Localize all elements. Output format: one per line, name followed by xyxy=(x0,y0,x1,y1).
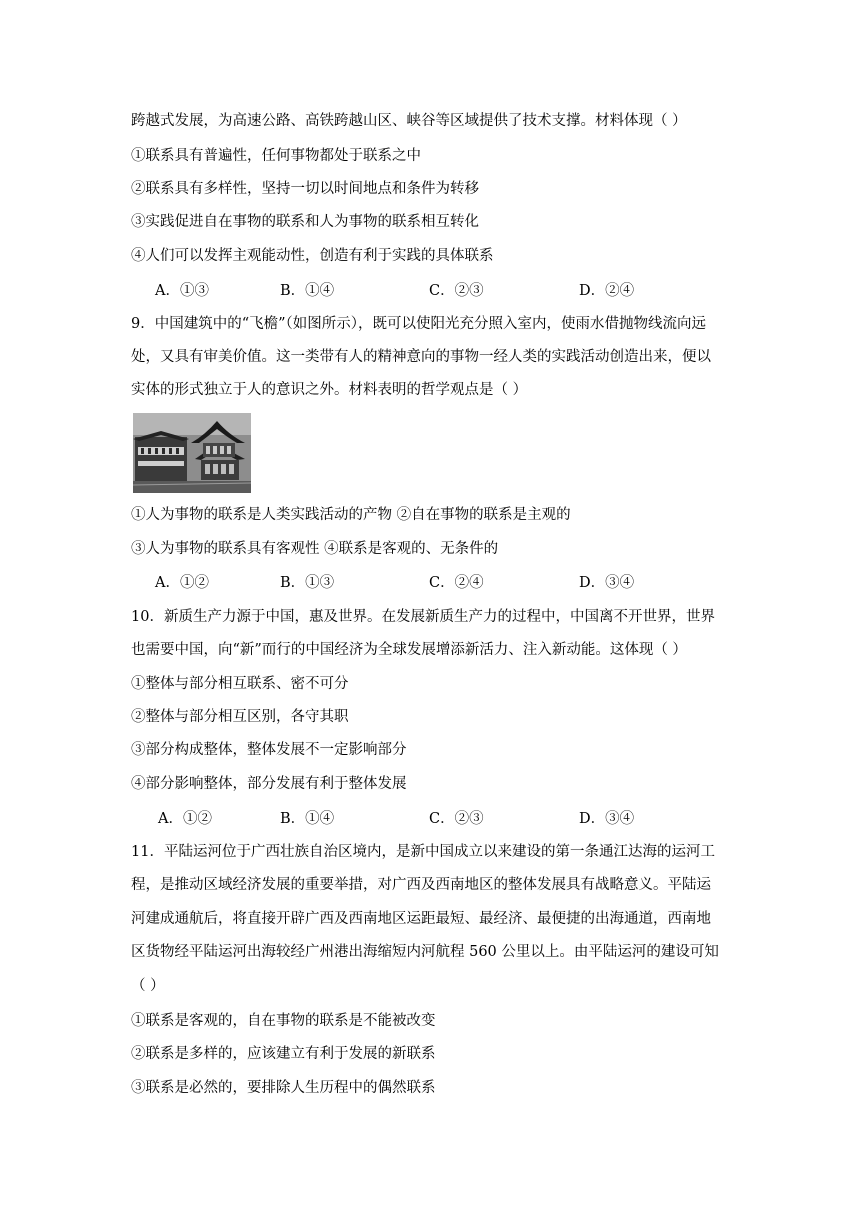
q8-stem-tail: 跨越式发展，为高速公路、高铁跨越山区、峡谷等区域提供了技术支撑。材料体现（ ） xyxy=(131,113,687,129)
q11-statement-3: ③联系是必然的，要排除人生历程中的偶然联系 xyxy=(131,1080,436,1096)
q8-options xyxy=(0,281,860,301)
q10-statement-3: ③部分构成整体，整体发展不一定影响部分 xyxy=(131,742,407,758)
q8-statement-2: ②联系具有多样性，坚持一切以时间地点和条件为转移 xyxy=(131,181,479,197)
q8-statement-3: ③实践促进自在事物的联系和人为事物的联系相互转化 xyxy=(131,214,479,230)
q11-stem-line-2: 程，是推动区域经济发展的重要举措，对广西及西南地区的整体发展具有战略意义。平陆运 xyxy=(131,877,711,893)
q8-option-d[interactable]: D．②④ xyxy=(579,283,635,299)
q9-options xyxy=(0,573,860,593)
q8-option-b[interactable]: B．①④ xyxy=(280,283,335,299)
q9-option-c[interactable]: C．②④ xyxy=(429,575,484,591)
q11-stem-line-3: 河建成通航后，将直接开辟广西及西南地区运距最短、最经济、最便捷的出海通道，西南地 xyxy=(131,911,711,927)
q10-stem-line-2: 也需要中国，向“新”而行的中国经济为全球发展增添新活力、注入新动能。这体现（ ） xyxy=(131,642,687,658)
q8-statement-4: ④人们可以发挥主观能动性，创造有利于实践的具体联系 xyxy=(131,248,494,264)
q11-stem-line-1: 11．平陆运河位于广西壮族自治区境内，是新中国成立以来建设的第一条通江达海的运河工 xyxy=(131,844,715,860)
q10-option-c[interactable]: C．②③ xyxy=(429,811,484,827)
q11-stem-line-4: 区货物经平陆运河出海较经广州港出海缩短内河航程 560 公里以上。由平陆运河的建设可知 xyxy=(131,944,719,960)
q9-statements-line-1: ①人为事物的联系是人类实践活动的产物 ②自在事物的联系是主观的 xyxy=(131,507,571,523)
q9-stem-line-3: 实体的形式独立于人的意识之外。材料表明的哲学观点是（ ） xyxy=(131,382,528,398)
q10-option-d[interactable]: D．③④ xyxy=(579,811,635,827)
flying-eaves-photo xyxy=(133,413,251,493)
q10-option-b[interactable]: B．①④ xyxy=(280,811,335,827)
q10-option-a[interactable]: A．①② xyxy=(158,811,212,827)
q10-stem-line-1: 10．新质生产力源于中国，惠及世界。在发展新质生产力的过程中，中国离不开世界，世界 xyxy=(131,609,715,625)
q9-stem-line-1: 9．中国建筑中的“飞檐”（如图所示），既可以使阳光充分照入室内，使雨水借抛物线流向远 xyxy=(131,316,707,332)
q11-statement-1: ①联系是客观的，自在事物的联系是不能被改变 xyxy=(131,1013,436,1029)
q9-option-a[interactable]: A．①② xyxy=(155,575,209,591)
q10-statement-4: ④部分影响整体，部分发展有利于整体发展 xyxy=(131,776,407,792)
q9-option-d[interactable]: D．③④ xyxy=(579,575,635,591)
q10-statement-2: ②整体与部分相互区别，各守其职 xyxy=(131,709,349,725)
q9-option-b[interactable]: B．①③ xyxy=(280,575,335,591)
q10-options xyxy=(0,809,860,829)
q9-statements-line-2: ③人为事物的联系具有客观性 ④联系是客观的、无条件的 xyxy=(131,541,499,557)
flying-eaves-image xyxy=(133,413,251,493)
q9-stem-line-2: 处，又具有审美价值。这一类带有人的精神意向的事物一经人类的实践活动创造出来，便以 xyxy=(131,349,711,365)
q10-statement-1: ①整体与部分相互联系、密不可分 xyxy=(131,676,349,692)
q11-stem-line-5: （ ） xyxy=(131,978,165,994)
q11-statement-2: ②联系是多样的，应该建立有利于发展的新联系 xyxy=(131,1046,436,1062)
q8-option-c[interactable]: C．②③ xyxy=(429,283,484,299)
q8-statement-1: ①联系具有普遍性，任何事物都处于联系之中 xyxy=(131,148,421,164)
q8-option-a[interactable]: A．①③ xyxy=(155,283,209,299)
